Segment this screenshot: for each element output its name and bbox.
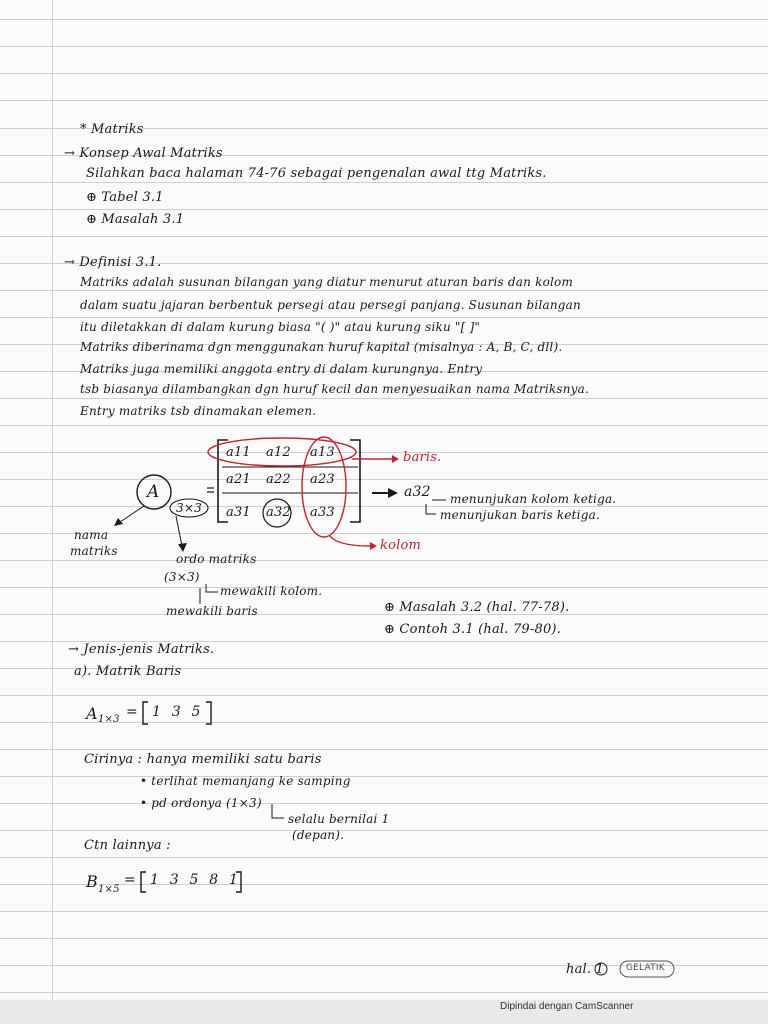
jenis-heading: → Jenis-jenis Matriks. bbox=[68, 642, 215, 657]
matrix-B-name: B bbox=[86, 872, 98, 891]
ordo-small: 3×3 bbox=[176, 501, 202, 515]
menunjukkan-kolom: menunjukan kolom ketiga. bbox=[450, 492, 617, 506]
entry-a32: a32 bbox=[266, 505, 291, 520]
nama-label: nama bbox=[74, 528, 109, 542]
camscanner-footer: Dipindai dengan CamScanner bbox=[500, 1001, 634, 1012]
page-number: hal. 1 bbox=[566, 962, 605, 977]
entry-a11: a11 bbox=[226, 445, 251, 460]
heading-matriks: * Matriks bbox=[80, 122, 144, 137]
kolom-label: kolom bbox=[380, 538, 422, 553]
matrix-A-equals: = bbox=[126, 704, 138, 720]
entry-a22: a22 bbox=[266, 472, 291, 487]
ciri-pd-ordo: • pd ordonya (1×3) bbox=[140, 796, 262, 810]
entry-a23: a23 bbox=[310, 472, 335, 487]
entry-a33: a33 bbox=[310, 505, 335, 520]
definition-line-4: Matriks diberinama dgn menggunakan huruf kapital (misalnya : A, B, C, dll). bbox=[80, 340, 563, 354]
silahkan-text: Silahkan baca halaman 74-76 sebagai pengenalan awal ttg Matriks. bbox=[86, 166, 547, 181]
baris-label: baris. bbox=[403, 450, 442, 465]
entry-a31: a31 bbox=[226, 505, 251, 520]
masalah-32: ⊕ Masalah 3.2 (hal. 77-78). bbox=[384, 600, 570, 615]
menunjukkan-baris: menunjukan baris ketiga. bbox=[440, 508, 600, 522]
matrix-B-equals: = bbox=[124, 872, 136, 888]
konsep-heading: → Konsep Awal Matriks bbox=[64, 146, 223, 161]
matrix-B-order: 1×5 bbox=[98, 884, 120, 895]
definition-line-5: Matriks juga memiliki anggota entry di dalam kurungnya. Entry bbox=[80, 362, 483, 376]
entry-a13: a13 bbox=[310, 445, 335, 460]
definition-line-3: itu diletakkan di dalam kurung biasa "( )" atau kurung siku "[ ]" bbox=[80, 320, 481, 334]
definisi-heading: → Definisi 3.1. bbox=[64, 255, 162, 270]
a32-label: a32 bbox=[404, 484, 431, 500]
tabel-item: ⊕ Tabel 3.1 bbox=[86, 190, 164, 205]
definition-line-2: dalam suatu jajaran berbentuk persegi atau persegi panjang. Susunan bilangan bbox=[80, 298, 581, 312]
matriks-label: matriks bbox=[70, 544, 118, 558]
entry-a21: a21 bbox=[226, 472, 251, 487]
entry-a12: a12 bbox=[266, 445, 291, 460]
ciri-terlihat: • terlihat memanjang ke samping bbox=[140, 774, 351, 788]
selalu-bernilai: selalu bernilai 1 bbox=[288, 812, 390, 826]
mewakili-baris: mewakili baris bbox=[166, 604, 258, 618]
masalah-item: ⊕ Masalah 3.1 bbox=[86, 212, 185, 227]
matrix-A1x3-order: 1×3 bbox=[98, 714, 120, 725]
ordo-value: (3×3) bbox=[164, 570, 200, 584]
ctn-lainnya: Ctn lainnya : bbox=[84, 838, 171, 853]
matrix-name-A: A bbox=[147, 482, 160, 502]
definition-line-7: Entry matriks tsb dinamakan elemen. bbox=[80, 404, 317, 418]
definition-line-6: tsb biasanya dilambangkan dgn huruf kecil dan menyesuaikan nama Matriksnya. bbox=[80, 382, 590, 396]
contoh-31: ⊕ Contoh 3.1 (hal. 79-80). bbox=[384, 622, 562, 637]
depan-note: (depan). bbox=[292, 828, 345, 842]
ordo-matriks-label: ordo matriks bbox=[176, 552, 257, 566]
definition-line-1: Matriks adalah susunan bilangan yang diatur menurut aturan baris dan kolom bbox=[80, 275, 574, 289]
matrik-baris-heading: a). Matrik Baris bbox=[74, 664, 182, 679]
matrix-A-values: 1 3 5 bbox=[152, 704, 201, 720]
mewakili-kolom: mewakili kolom. bbox=[220, 584, 323, 598]
matrix-A1x3-name: A bbox=[86, 704, 98, 723]
matrix-B-values: 1 3 5 8 1 bbox=[150, 872, 239, 888]
cirinya-text: Cirinya : hanya memiliki satu baris bbox=[84, 752, 322, 767]
gelatik-logo: GELATIK bbox=[626, 963, 665, 973]
